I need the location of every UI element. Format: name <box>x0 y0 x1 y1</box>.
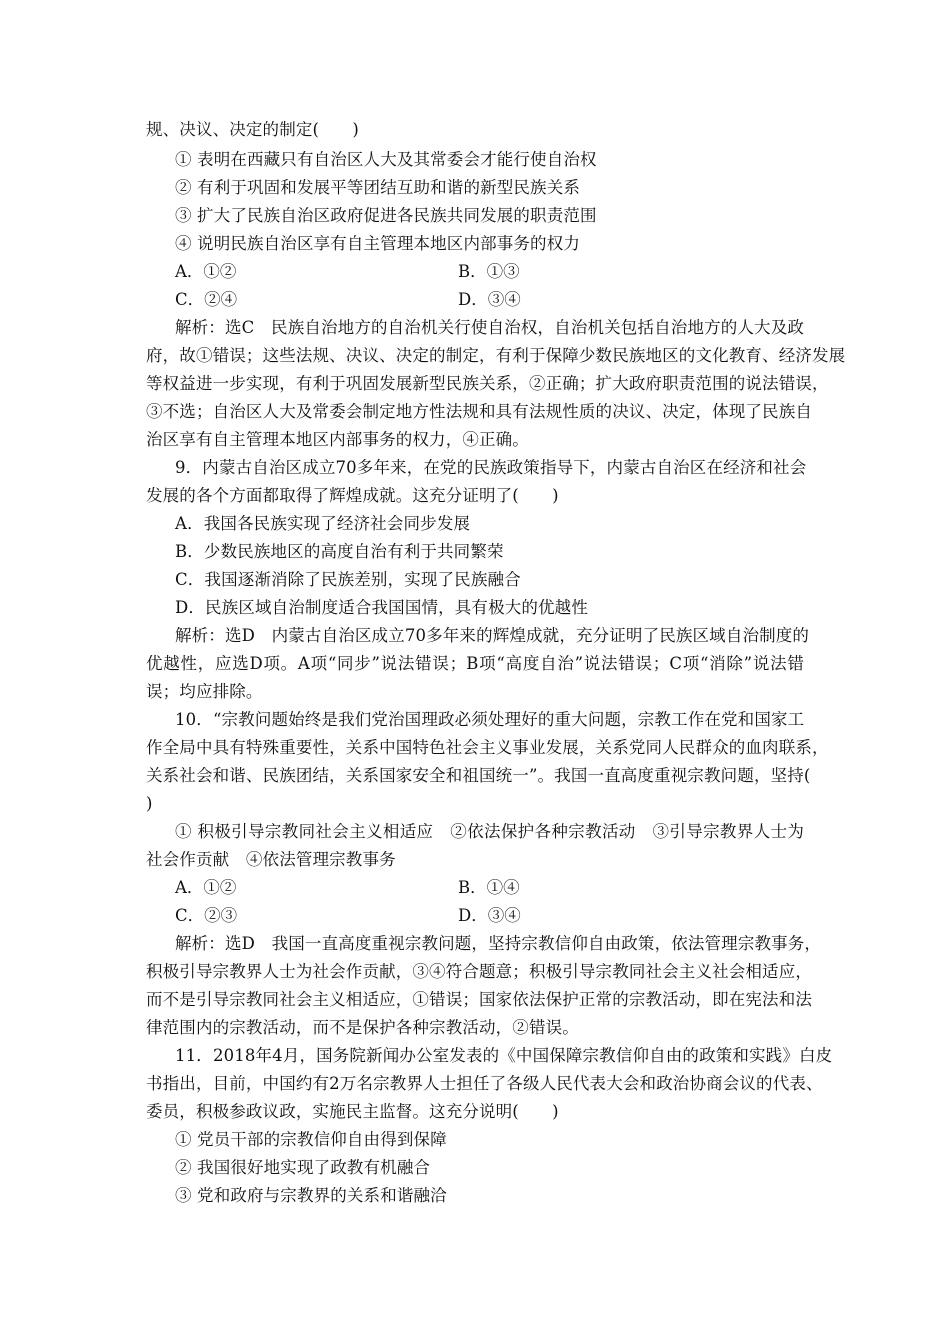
question-11-stem: 11．2018年4月，国务院新闻办公室发表的《中国保障宗教信仰自由的政策和实践》白皮 <box>175 1046 833 1065</box>
question-8-stem-continuation: 规、决议、决定的制定( ) <box>146 120 359 139</box>
question-11-stem-line: 书指出，目前，中国约有2万名宗教界人士担任了各级人民代表大会和政治协商会议的代表、 <box>146 1074 823 1093</box>
question-9-choice-c: C．我国逐渐消除了民族差别，实现了民族融合 <box>175 570 521 589</box>
question-10-options: ① 积极引导宗教同社会主义相适应 ②依法保护各种宗教活动 ③引导宗教界人士为 <box>175 822 804 841</box>
question-10-stem-line: 关系社会和谐、民族团结，关系国家安全和祖国统一”。我国一直高度重视宗教问题，坚持( <box>146 766 811 785</box>
question-8-analysis-line: 府，故①错误；这些法规、决议、决定的制定，有利于保障少数民族地区的文化教育、经济发展 <box>146 346 846 365</box>
question-8-option-4: ④ 说明民族自治区享有自主管理本地区内部事务的权力 <box>175 234 580 253</box>
question-9-stem: 9．内蒙古自治区成立70多年来，在党的民族政策指导下，内蒙古自治区在经济和社会 <box>175 458 807 477</box>
question-8-analysis-line: 等权益进一步实现，有利于巩固发展新型民族关系，②正确；扩大政府职责范围的说法错误， <box>146 374 829 393</box>
question-9-analysis-line: 误；均应排除。 <box>146 682 263 701</box>
question-11-option-2: ② 我国很好地实现了政教有机融合 <box>175 1158 431 1177</box>
question-8-analysis-line: ③不选；自治区人大及常委会制定地方性法规和具有法规性质的决议、决定，体现了民族自 <box>146 402 812 421</box>
question-9-analysis: 解析：选D 内蒙古自治区成立70多年来的辉煌成就，充分证明了民族区域自治制度的 <box>175 626 810 645</box>
question-8-analysis-line: 治区享有自主管理本地区内部事务的权力，④正确。 <box>146 430 529 449</box>
question-10-analysis: 解析：选D 我国一直高度重视宗教问题，坚持宗教信仰自由政策，依法管理宗教事务， <box>175 934 822 953</box>
question-9-choice-d: D．民族区域自治制度适合我国国情，具有极大的优越性 <box>175 598 588 617</box>
question-11-stem-line: 委员，积极参政议政，实施民主监督。这充分说明( ) <box>146 1102 559 1121</box>
question-10-choice-d: D．③④ <box>458 906 521 925</box>
question-10-choice-c: C．②③ <box>175 906 238 925</box>
question-8-choice-a: A．①② <box>175 262 237 281</box>
question-10-analysis-line: 而不是引导宗教同社会主义相适应，①错误；国家依法保护正常的宗教活动，即在宪法和法 <box>146 990 812 1009</box>
question-11-option-3: ③ 党和政府与宗教界的关系和谐融洽 <box>175 1186 447 1205</box>
question-9-choice-b: B．少数民族地区的高度自治有利于共同繁荣 <box>175 542 504 561</box>
question-9-choice-a: A．我国各民族实现了经济社会同步发展 <box>175 514 471 533</box>
question-10-stem: 10．“宗教问题始终是我们党治国理政必须处理好的重大问题，宗教工作在党和国家工 <box>175 710 805 729</box>
question-8-choice-c: C．②④ <box>175 290 238 309</box>
question-8-choice-b: B．①③ <box>458 262 520 281</box>
question-9-analysis-line: 优越性，应选D项。A项“同步”说法错误；B项“高度自治”说法错误；C项“消除”说法错 <box>146 654 804 673</box>
question-8-option-3: ③ 扩大了民族自治区政府促进各民族共同发展的职责范围 <box>175 206 597 225</box>
question-10-choice-b: B．①④ <box>458 878 520 897</box>
question-10-stem-line: 作全局中具有特殊重要性，关系中国特色社会主义事业发展，关系党同人民群众的血肉联系， <box>146 738 829 757</box>
question-10-analysis-line: 积极引导宗教界人士为社会作贡献，③④符合题意；积极引导宗教同社会主义社会相适应， <box>146 962 812 981</box>
question-9-stem-line: 发展的各个方面都取得了辉煌成就。这充分证明了( ) <box>146 486 559 505</box>
question-10-choice-a: A．①② <box>175 878 237 897</box>
question-8-option-2: ② 有利于巩固和发展平等团结互助和谐的新型民族关系 <box>175 178 580 197</box>
question-11-option-1: ① 党员干部的宗教信仰自由得到保障 <box>175 1130 447 1149</box>
question-10-options-line: 社会作贡献 ④依法管理宗教事务 <box>146 850 396 869</box>
question-8-choice-d: D．③④ <box>458 290 521 309</box>
question-10-stem-line: ) <box>146 794 153 813</box>
question-8-option-1: ① 表明在西藏只有自治区人大及其常委会才能行使自治权 <box>175 150 597 169</box>
question-8-analysis: 解析：选C 民族自治地方的自治机关行使自治权，自治机关包括自治地方的人大及政 <box>175 318 804 337</box>
question-10-analysis-line: 律范围内的宗教活动，而不是保护各种宗教活动，②错误。 <box>146 1018 579 1037</box>
